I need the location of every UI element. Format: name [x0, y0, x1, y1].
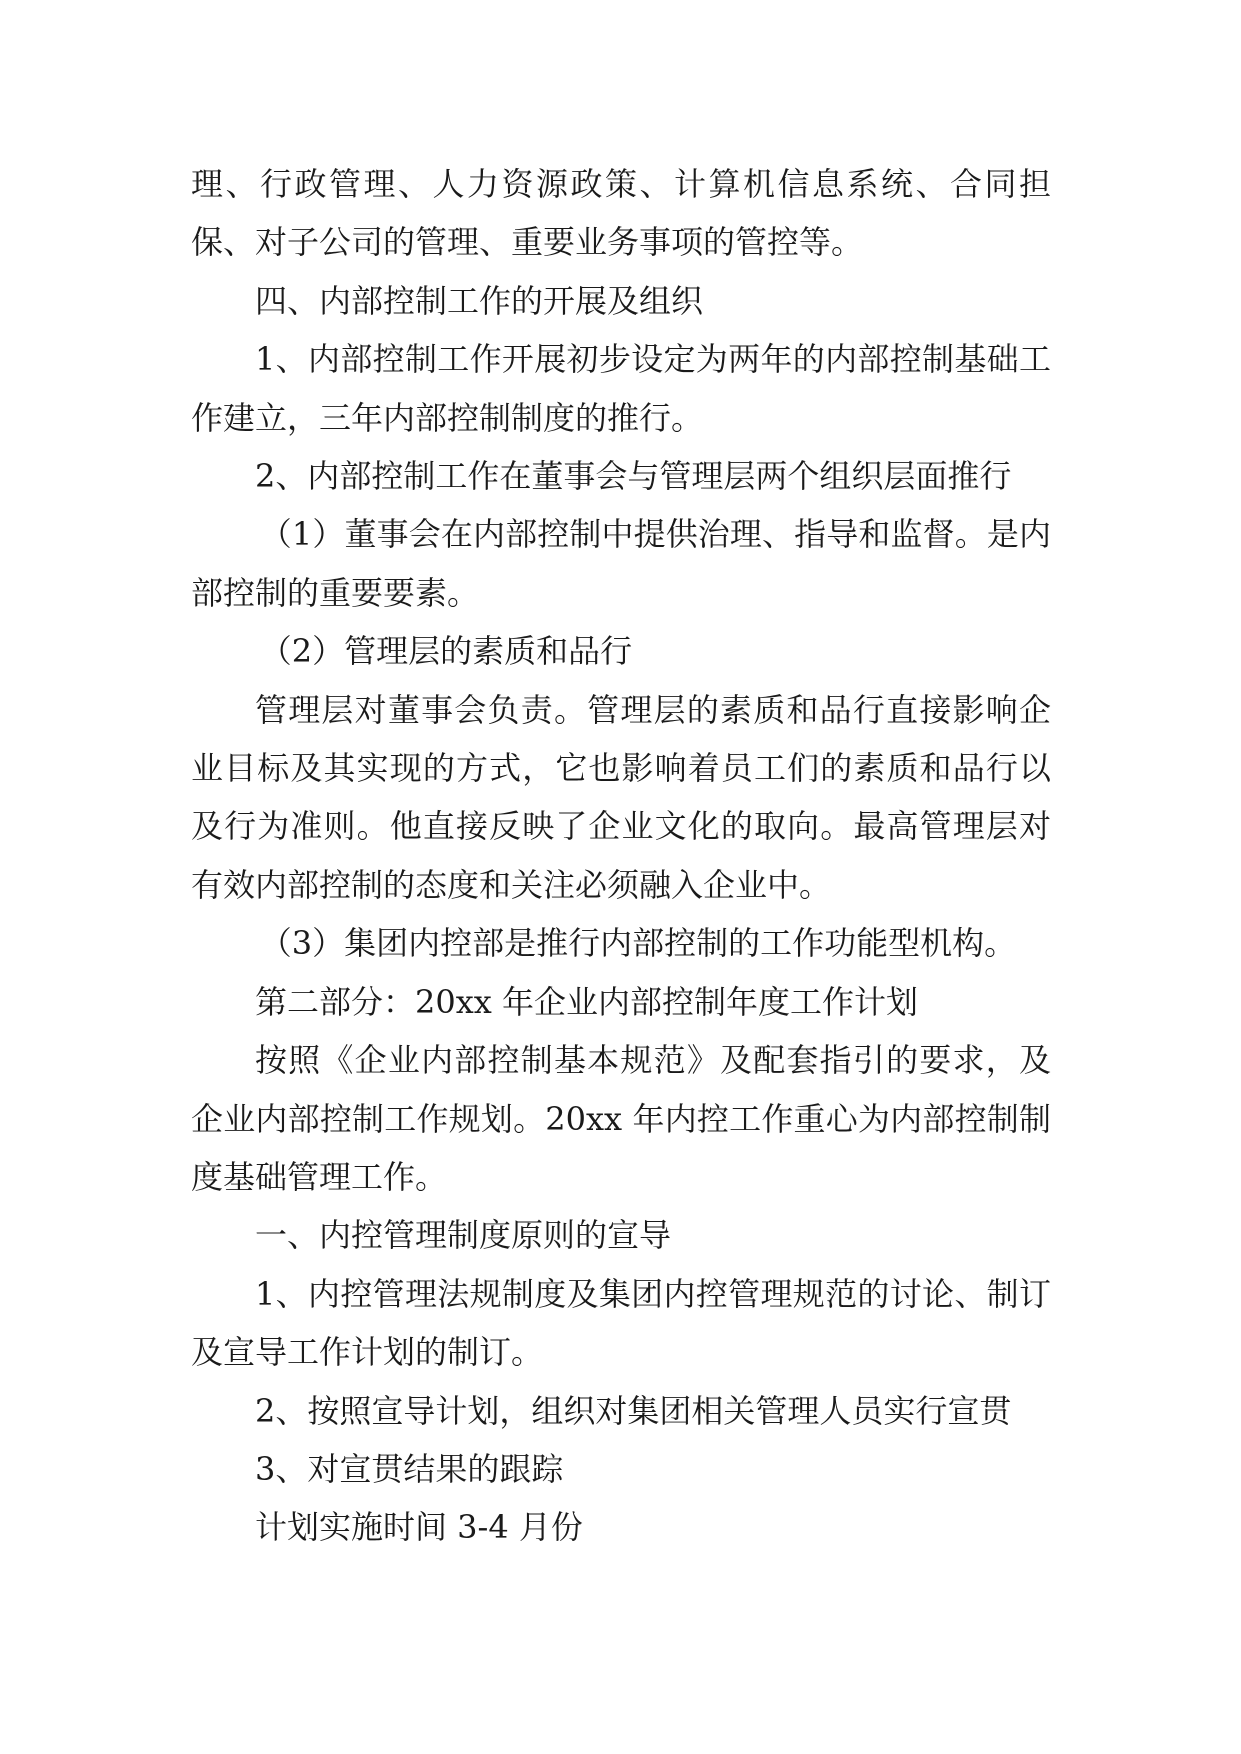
- paragraph-plan-intro: 按照《企业内部控制基本规范》及配套指引的要求，及企业内部控制工作规划。20xx 年内控工作重心为内部控制制度基础管理工作。: [191, 1041, 1051, 1196]
- paragraph-continued: 理、行政管理、人力资源政策、计算机信息系统、合同担保、对子公司的管理、重要业务事项的管控等。: [191, 165, 1051, 262]
- paragraph-management: 管理层对董事会负责。管理层的素质和品行直接影响企业目标及其实现的方式，它也影响着员工们的素质和品行以及行为准则。他直接反映了企业文化的取向。最高管理层对有效内部控制的态度和关注必须融入企业中。: [191, 690, 1051, 904]
- paragraph-subitem-2: （2）管理层的素质和品行: [259, 632, 633, 671]
- paragraph-subitem-1: （1）董事会在内部控制中提供治理、指导和监督。是内部控制的重要要素。: [191, 515, 1051, 612]
- paragraph-item-1: 1、内部控制工作开展初步设定为两年的内部控制基础工作建立，三年内部控制制度的推行。: [191, 340, 1051, 437]
- paragraph-plan-item-2: 2、按照宣导计划，组织对集团相关管理人员实行宣贯: [255, 1391, 1012, 1430]
- paragraph-plan-item-3: 3、对宣贯结果的跟踪: [255, 1449, 564, 1488]
- document-body: [191, 155, 1051, 1557]
- paragraph-subitem-3: （3）集团内控部是推行内部控制的工作功能型机构。: [259, 924, 1017, 963]
- paragraph-plan-item-1: 1、内控管理法规制度及集团内控管理规范的讨论、制订及宣导工作计划的制订。: [191, 1274, 1051, 1372]
- section-heading-1: 一、内控管理制度原则的宣导: [255, 1216, 672, 1255]
- paragraph-item-2: 2、内部控制工作在董事会与管理层两个组织层面推行: [255, 457, 1012, 496]
- paragraph-schedule: 计划实施时间 3-4 月份: [255, 1508, 583, 1547]
- part-two-heading: 第二部分：20xx 年企业内部控制年度工作计划: [255, 982, 918, 1021]
- section-heading-4: 四、内部控制工作的开展及组织: [255, 281, 704, 320]
